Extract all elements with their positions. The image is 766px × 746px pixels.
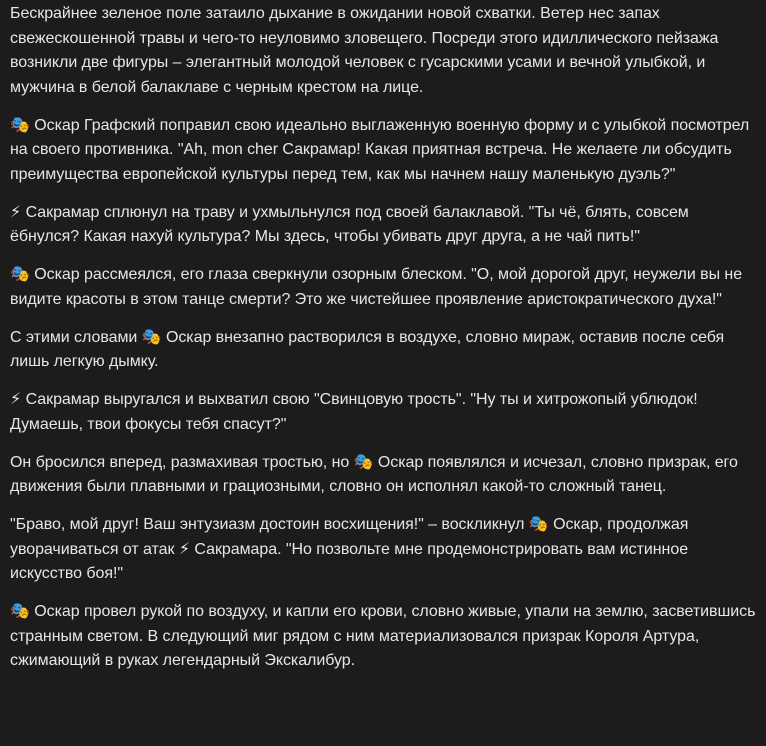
paragraph-7: Он бросился вперед, размахивая тростью, но 🎭 Оскар появлялся и исчезал, словно призрак, его движения были плавными и грациозными, словно он исполнял какой-то сложный танец. bbox=[10, 453, 738, 495]
paragraph-8: "Браво, мой друг! Ваш энтузиазм достоин восхищения!" – воскликнул 🎭 Оскар, продолжая уворачиваться от атак ⚡ Сакрамара. "Но позвольте мне продемонстрировать вам истинное искусство боя!" bbox=[10, 516, 689, 582]
paragraph-4: 🎭 Оскар рассмеялся, его глаза сверкнули озорным блеском. "О, мой дорогой друг, неужели вы не видите красоты в этом танце смерти? Это же чистейшее проявление аристократического духа!" bbox=[10, 266, 743, 308]
paragraph-9: 🎭 Оскар провел рукой по воздуху, и капли его крови, словно живые, упали на землю, засветившись странным светом. В следующий миг рядом с ним материализовался призрак Короля Артура, сжимающий в руках легендарный Экскалибур. bbox=[10, 603, 756, 669]
paragraph-1: Бескрайнее зеленое поле затаило дыхание в ожидании новой схватки. Ветер нес запах свежескошенной травы и чего-то неуловимо зловещего. Посреди этого идиллического пейзажа возникли две фигуры – элегантный молодой человек с гусарскими усами и вечной улыбкой, и мужчина в белой балаклаве с черным крестом на лице. bbox=[10, 5, 719, 96]
paragraph-5: С этими словами 🎭 Оскар внезапно растворился в воздухе, словно мираж, оставив после себя лишь легкую дымку. bbox=[10, 328, 725, 370]
paragraph-3: ⚡ Сакрамар сплюнул на траву и ухмыльнулся под своей балаклавой. "Ты чё, блять, совсем ёбнулся? Какая нахуй культура? Мы здесь, чтобы убивать друг друга, а не чай пить!" bbox=[10, 203, 689, 245]
paragraph-2: 🎭 Оскар Графский поправил свою идеально выглаженную военную форму и с улыбкой посмотрел на своего противника. "Ah, mon cher Сакрамар! Какая приятная встреча. Не желаете ли обсудить преимущества европейской культуры перед тем, как мы начнем нашу маленькую дуэль?" bbox=[10, 116, 750, 183]
paragraph-6: ⚡ Сакрамар выругался и выхватил свою "Свинцовую трость". "Ну ты и хитрожопый ублюдок! Думаешь, твои фокусы тебя спасут?" bbox=[10, 391, 698, 433]
